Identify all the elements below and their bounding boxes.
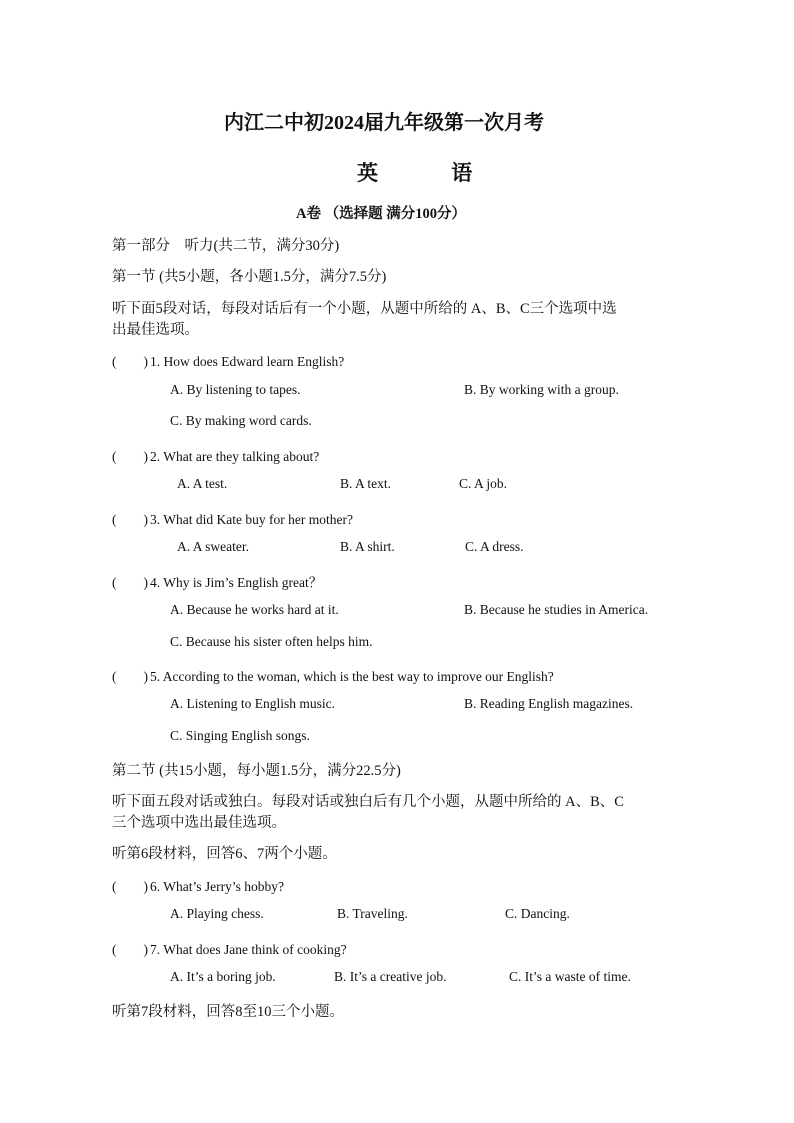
question-text: 5. According to the woman, which is the best way to improve our English? [150,669,554,684]
question-3 [112,508,353,528]
question-text: 1. How does Edward learn English? [150,354,345,369]
question-text: 3. What did Kate buy for her mother? [150,512,353,527]
q1-option-c: C. By making word cards. [170,413,312,428]
section1-instruction-line2: 出最佳选项。 [112,322,199,338]
q7-option-a: A. It’s a boring job. [170,969,276,984]
section2-instruction-line1: 听下面五段对话或独白。每段对话或独白后有几个小题，从题中所给的 A、B、C [112,794,624,810]
q7-option-b: B. It’s a creative job. [334,969,447,984]
answer-blank[interactable]: ( ) [112,512,148,527]
question-4 [112,571,322,591]
q1-option-b: B. By working with a group. [464,382,619,397]
q4-option-b: B. Because he studies in America. [464,602,649,617]
section2-heading: 第二节 (共15小题，每小题1.5分，满分22.5分) [112,763,401,779]
q4-option-c: C. Because his sister often helps him. [170,634,373,649]
question-1 [112,350,344,370]
question-text: 2. What are they talking about? [150,449,320,464]
answer-blank[interactable]: ( ) [112,575,148,590]
q6-option-a: A. Playing chess. [170,906,264,921]
question-text: 4. Why is Jim’s English great？ [150,575,323,590]
question-text: 6. What’s Jerry’s hobby? [150,879,284,894]
volume-a-heading: A卷 （选择题 满分100分） [296,206,466,222]
q3-option-c: C. A dress. [465,539,524,554]
section1-heading: 第一节 (共5小题，各小题1.5分，满分7.5分) [112,269,387,285]
section1-instruction-line1: 听下面5段对话，每段对话后有一个小题，从题中所给的 A、B、C三个选项中选 [112,301,617,317]
answer-blank[interactable]: ( ) [112,449,148,464]
q5-option-a: A. Listening to English music. [170,696,335,711]
material-7-instruction: 听第7段材料，回答8至10三个小题。 [112,1004,344,1020]
q1-option-a: A. By listening to tapes. [170,382,301,397]
q7-option-c: C. It’s a waste of time. [509,969,631,984]
q5-option-c: C. Singing English songs. [170,728,310,743]
answer-blank[interactable]: ( ) [112,942,148,957]
q2-option-c: C. A job. [459,476,508,491]
exam-title: 内江二中初2024届九年级第一次月考 [224,112,544,134]
material-6-instruction: 听第6段材料，回答6、7两个小题。 [112,846,337,862]
q2-option-a: A. A test. [177,476,228,491]
q3-option-b: B. A shirt. [340,539,395,554]
q2-option-b: B. A text. [340,476,392,491]
section2-instruction-line2: 三个选项中选出最佳选项。 [112,815,286,831]
question-5 [112,665,554,685]
q6-option-c: C. Dancing. [505,906,570,921]
question-text: 7. What does Jane think of cooking? [150,942,347,957]
subject-title: 英 语 [357,161,507,185]
q3-option-a: A. A sweater. [177,539,249,554]
q4-option-a: A. Because he works hard at it. [170,602,339,617]
answer-blank[interactable]: ( ) [112,669,148,684]
q6-option-b: B. Traveling. [337,906,408,921]
question-6 [112,875,284,895]
q5-option-b: B. Reading English magazines. [464,696,634,711]
answer-blank[interactable]: ( ) [112,354,148,369]
answer-blank[interactable]: ( ) [112,879,148,894]
question-2 [112,445,319,465]
question-7 [112,938,347,958]
part1-heading: 第一部分 听力(共二节，满分30分) [112,238,340,254]
